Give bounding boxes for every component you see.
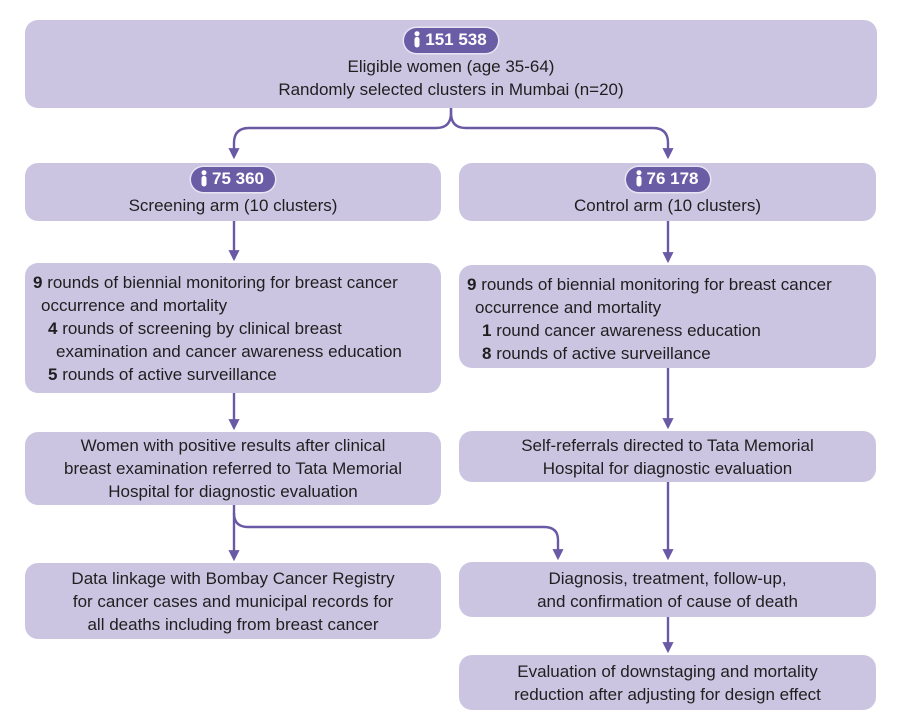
referral-line: Self-referrals directed to Tata Memorial [521, 435, 814, 455]
box-control-monitoring [459, 265, 876, 368]
eligible-line-1: Eligible women (age 35-64) [347, 56, 555, 76]
connector-top-split-left [234, 108, 451, 157]
count-value: 75 360 [212, 169, 264, 188]
monitoring-line: occurrence and mortality [475, 298, 662, 317]
evaluation-line: reduction after adjusting for design effect [514, 684, 821, 704]
data-linkage-line: all deaths including from breast cancer [87, 614, 379, 634]
screening-arm-label: Screening arm (10 clusters) [128, 196, 338, 215]
box-screening-referral [25, 432, 441, 505]
referral-line: Hospital for diagnostic evaluation [542, 458, 793, 478]
person-icon [413, 31, 421, 48]
person-icon [635, 170, 643, 187]
monitoring-line: examination and cancer awareness education [56, 342, 402, 361]
monitoring-line: 8 rounds of active surveillance [482, 344, 711, 363]
box-screening-arm [25, 163, 441, 221]
monitoring-line: 5 rounds of active surveillance [48, 365, 277, 384]
data-linkage-line: Data linkage with Bombay Cancer Registry [71, 568, 395, 588]
count-value: 76 178 [646, 169, 699, 188]
box-diagnosis-treatment [459, 562, 876, 617]
referral-line: Hospital for diagnostic evaluation [108, 482, 358, 501]
box-control-arm [459, 163, 876, 221]
box-data-linkage [25, 563, 441, 639]
count-badge [191, 167, 275, 192]
box-control-referral [459, 431, 876, 482]
monitoring-line: 9 rounds of biennial monitoring for breast cancer [467, 275, 832, 294]
diagnosis-line: and confirmation of cause of death [537, 591, 798, 611]
diagnosis-line: Diagnosis, treatment, follow-up, [548, 568, 787, 588]
referral-line: breast examination referred to Tata Memorial [64, 459, 402, 478]
connector-screening-referral-to-diagnosis [234, 513, 558, 558]
box-evaluation [459, 655, 876, 710]
monitoring-line: 4 rounds of screening by clinical breast [48, 319, 342, 338]
evaluation-line: Evaluation of downstaging and mortality [517, 661, 818, 681]
person-icon [200, 170, 208, 187]
monitoring-line: occurrence and mortality [41, 296, 228, 315]
referral-line: Women with positive results after clinical [80, 436, 386, 455]
monitoring-line: 1 round cancer awareness education [482, 321, 761, 340]
control-arm-label: Control arm (10 clusters) [573, 196, 762, 215]
count-badge [626, 167, 710, 192]
count-badge [404, 28, 497, 53]
box-screening-monitoring [25, 263, 441, 393]
count-value: 151 538 [425, 29, 487, 49]
box-eligible-women [25, 20, 877, 108]
monitoring-line: 9 rounds of biennial monitoring for breast cancer [33, 273, 398, 292]
connector-top-split-right [451, 108, 668, 157]
eligible-line-2: Randomly selected clusters in Mumbai (n=20) [278, 79, 624, 99]
data-linkage-line: for cancer cases and municipal records for [72, 591, 394, 611]
